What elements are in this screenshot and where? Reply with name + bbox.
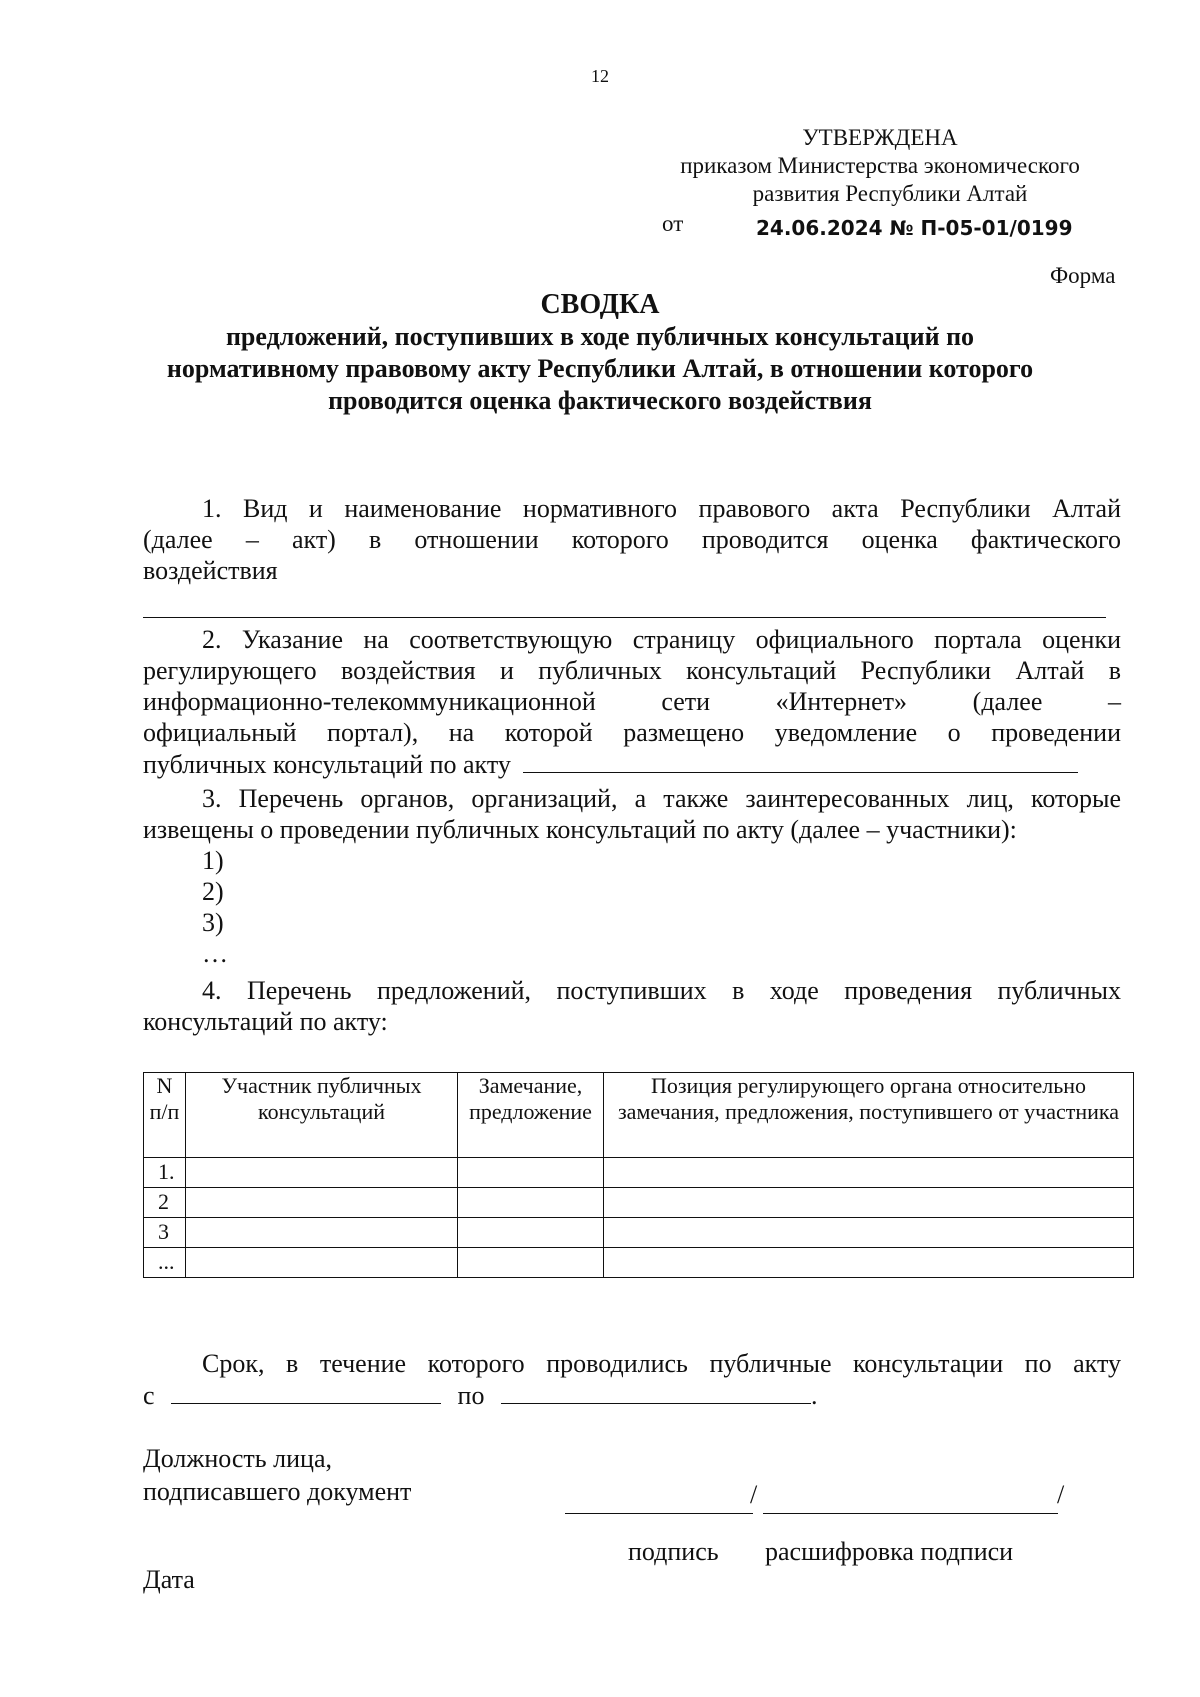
participant-list-item-2: 2) [202,877,224,906]
item-1 [143,493,1121,586]
table-cell[interactable] [604,1248,1134,1278]
item-2-line-2: регулирующего воздействия и публичных консультаций Республики Алтай в [143,656,1121,685]
signature-caption: подпись [628,1537,719,1566]
date-label: Дата [143,1565,195,1594]
item-3 [143,783,1121,969]
page-number: 12 [591,66,609,86]
table-row [144,1158,1134,1188]
period-end-dot: . [810,1381,818,1410]
period-to-label: по [457,1381,485,1410]
participant-list-item-3: 3) [202,908,224,937]
signature-decode-field[interactable] [763,1513,1058,1514]
approval-from-label: от [662,211,684,236]
item-4 [143,975,1121,1037]
period-line-1: Срок, в течение которого проводились публичные консультации по акту [202,1349,1121,1378]
period-from-label: с [143,1381,155,1410]
portal-link-fill-line[interactable] [523,748,1078,773]
table-cell[interactable] [186,1248,458,1278]
document-subtitle-line-3: проводится оценка фактического воздействия [328,386,872,415]
table-cell[interactable] [458,1248,604,1278]
table-row [144,1218,1134,1248]
table-header-row [144,1073,1134,1158]
approval-line-2: развития Республики Алтай [752,181,1028,206]
table-row [144,1188,1134,1218]
table-cell[interactable] [604,1188,1134,1218]
approval-line-1: приказом Министерства экономического [680,153,1080,178]
item-4-line-1: 4. Перечень предложений, поступивших в ходе проведения публичных [202,976,1121,1005]
item-2-line-1: 2. Указание на соответствующую страницу официального портала оценки [202,625,1121,654]
period-end-date-field[interactable] [501,1379,811,1404]
signer-position-line-2: подписавшего документ [143,1477,412,1506]
table-cell[interactable] [458,1158,604,1188]
item-2-line-5: публичных консультаций по акту [143,750,511,779]
table-cell[interactable] [186,1188,458,1218]
table-header-participant: Участник публичных консультаций [186,1073,458,1158]
approval-date-number: 24.06.2024 № П-05-01/0199 [756,216,1073,240]
table-cell[interactable] [604,1218,1134,1248]
participant-list-item-1: 1) [202,846,224,875]
table-header-position: Позиция регулирующего органа относительно замечания, предложения, поступившего от участника [604,1073,1134,1158]
item-1-line-2: (далее – акт) в отношении которого проводится оценка фактического [143,525,1121,554]
table-cell[interactable] [458,1188,604,1218]
form-label: Форма [1050,263,1116,288]
participant-list-ellipsis: … [202,939,228,968]
table-cell-number: 1. [144,1158,186,1188]
table-cell-number: ... [144,1248,186,1278]
item-4-line-2: консультаций по акту: [143,1007,388,1036]
table-cell-number: 2 [144,1188,186,1218]
table-cell[interactable] [458,1218,604,1248]
table-header-number: N п/п [144,1073,186,1158]
proposals-table [143,1072,1134,1278]
item-1-line-1: 1. Вид и наименование нормативного правового акта Республики Алтай [202,494,1121,523]
signature-field[interactable] [565,1513,753,1514]
item-1-fill-line[interactable] [143,617,1106,618]
table-cell[interactable] [186,1158,458,1188]
document-subtitle-line-2: нормативному правовому акту Республики Алтай, в отношении которого [166,354,1034,383]
approval-status: УТВЕРЖДЕНА [802,125,958,150]
item-1-line-3: воздействия [143,556,278,585]
item-2 [143,624,1121,780]
consultation-period [143,1348,1121,1411]
document-subtitle-line-1: предложений, поступивших в ходе публичных консультаций по [225,322,975,351]
signature-slash-1: / [750,1480,758,1509]
table-row [144,1248,1134,1278]
table-header-remark: Замечание, предложение [458,1073,604,1158]
signer-position-line-1: Должность лица, [143,1444,332,1473]
item-2-line-3: информационно-телекоммуникационной сети «Интернет» (далее – [143,687,1121,716]
item-3-line-2: извещены о проведении публичных консультаций по акту (далее – участники): [143,815,1017,844]
table-cell-number: 3 [144,1218,186,1248]
signature-decode-caption: расшифровка подписи [765,1537,1014,1566]
period-start-date-field[interactable] [171,1379,441,1404]
item-3-line-1: 3. Перечень органов, организаций, а также заинтересованных лиц, которые [202,784,1121,813]
item-2-line-4: официальный портал), на которой размещено уведомление о проведении [143,718,1121,747]
table-cell[interactable] [604,1158,1134,1188]
document-title: СВОДКА [540,289,660,320]
signature-slash-2: / [1057,1480,1065,1509]
table-cell[interactable] [186,1218,458,1248]
